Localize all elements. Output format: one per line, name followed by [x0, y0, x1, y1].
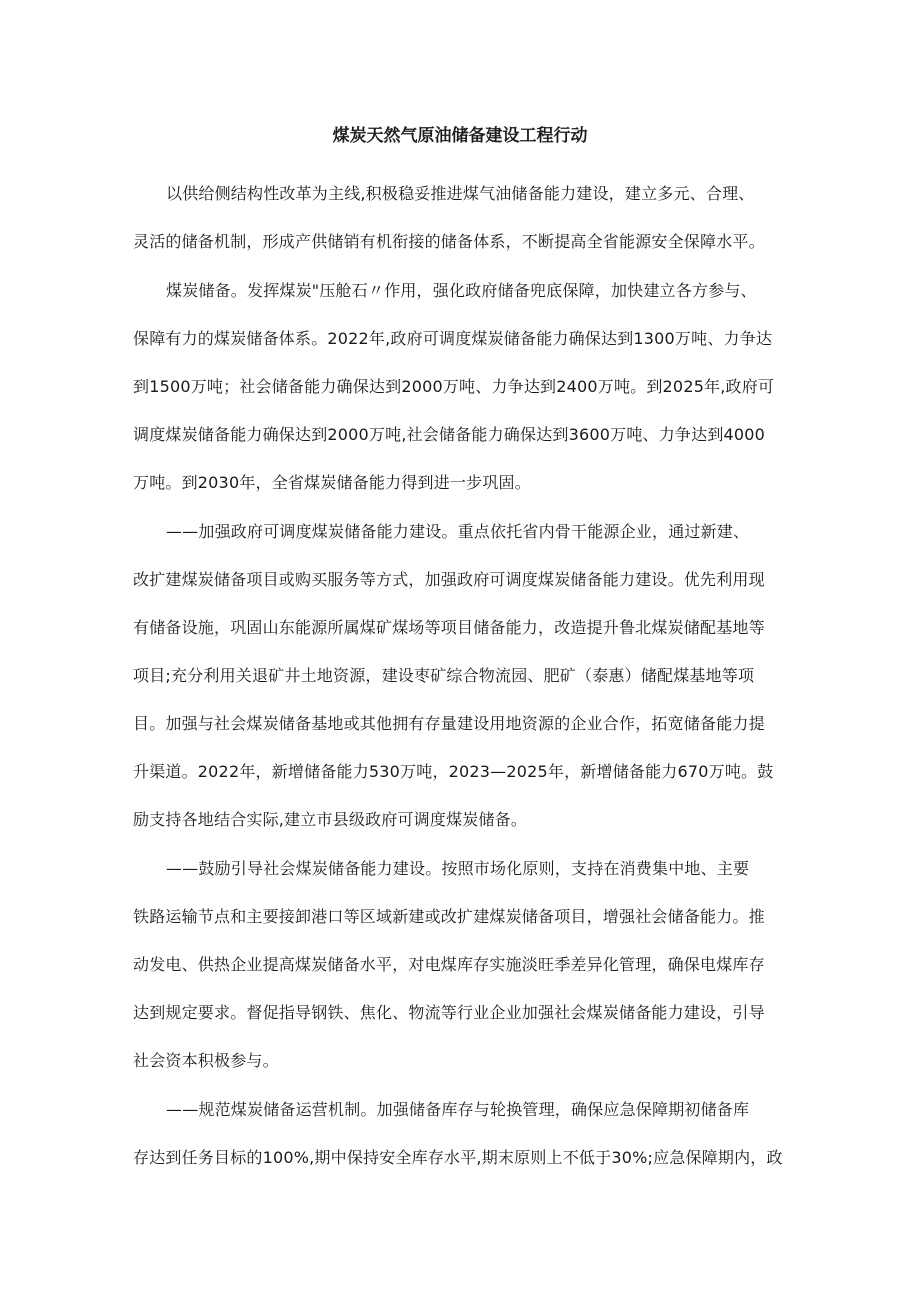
paragraph-3-line-4: 项目;充分利用关退矿井土地资源，建设枣矿综合物流园、肥矿（泰惠）储配煤基地等项: [133, 666, 755, 685]
paragraph-3-line-3: 有储备设施，巩固山东能源所属煤矿煤场等项目储备能力，改造提升鲁北煤炭储配基地等: [133, 618, 765, 637]
paragraph-3-line-6: 升渠道。2022年，新增储备能力530万吨，2023—2025年，新增储备能力670万吨。鼓: [133, 762, 774, 781]
paragraph-2-line-2: 保障有力的煤炭储备体系。2022年,政府可调度煤炭储备能力确保达到1300万吨、力争达: [133, 329, 773, 348]
paragraph-5-line-2: 存达到任务目标的100%,期中保持安全库存水平,期末原则上不低于30%;应急保障期内，政: [133, 1148, 783, 1167]
paragraph-3-line-2: 改扩建煤炭储备项目或购买服务等方式，加强政府可调度煤炭储备能力建设。优先利用现: [133, 570, 765, 589]
paragraph-5-line-1: ——规范煤炭储备运营机制。加强储备库存与轮换管理，确保应急保障期初储备库: [166, 1100, 750, 1119]
paragraph-4-line-1: ——鼓励引导社会煤炭储备能力建设。按照市场化原则，支持在消费集中地、主要: [166, 859, 750, 878]
paragraph-4-line-5: 社会资本积极参与。: [133, 1051, 279, 1070]
paragraph-4-line-4: 达到规定要求。督促指导钢铁、焦化、物流等行业企业加强社会煤炭储备能力建设，引导: [133, 1003, 765, 1022]
paragraph-4-line-3: 动发电、供热企业提高煤炭储备水平，对电煤库存实施淡旺季差异化管理，确保电煤库存: [133, 955, 765, 974]
paragraph-2-line-5: 万吨。到2030年，全省煤炭储备能力得到进一步巩固。: [133, 473, 531, 492]
paragraph-2-line-3: 到1500万吨；社会储备能力确保达到2000万吨、力争达到2400万吨。到2025年,政府可: [133, 377, 775, 396]
paragraph-4-line-2: 铁路运输节点和主要接卸港口等区域新建或改扩建煤炭储备项目，增强社会储备能力。推: [133, 907, 765, 926]
paragraph-2-line-4: 调度煤炭储备能力确保达到2000万吨,社会储备能力确保达到3600万吨、力争达到4000: [133, 425, 766, 444]
paragraph-2-line-1: 煤炭储备。发挥煤炭"压舱石〃作用，强化政府储备兜底保障，加快建立各方参与、: [166, 281, 757, 300]
paragraph-1-line-1: 以供给侧结构性改革为主线,积极稳妥推进煤气油储备能力建设，建立多元、合理、: [166, 184, 755, 203]
paragraph-3-line-7: 励支持各地结合实际,建立市县级政府可调度煤炭储备。: [133, 810, 528, 829]
paragraph-3-line-5: 目。加强与社会煤炭储备基地或其他拥有存量建设用地资源的企业合作，拓宽储备能力提: [133, 714, 765, 733]
paragraph-1-line-2: 灵活的储备机制，形成产供储销有机衔接的储备体系，不断提高全省能源安全保障水平。: [133, 232, 765, 251]
paragraph-3-line-1: ——加强政府可调度煤炭储备能力建设。重点依托省内骨干能源企业，通过新建、: [166, 522, 750, 541]
document-title: 煤炭天然气原油储备建设工程行动: [332, 126, 588, 146]
